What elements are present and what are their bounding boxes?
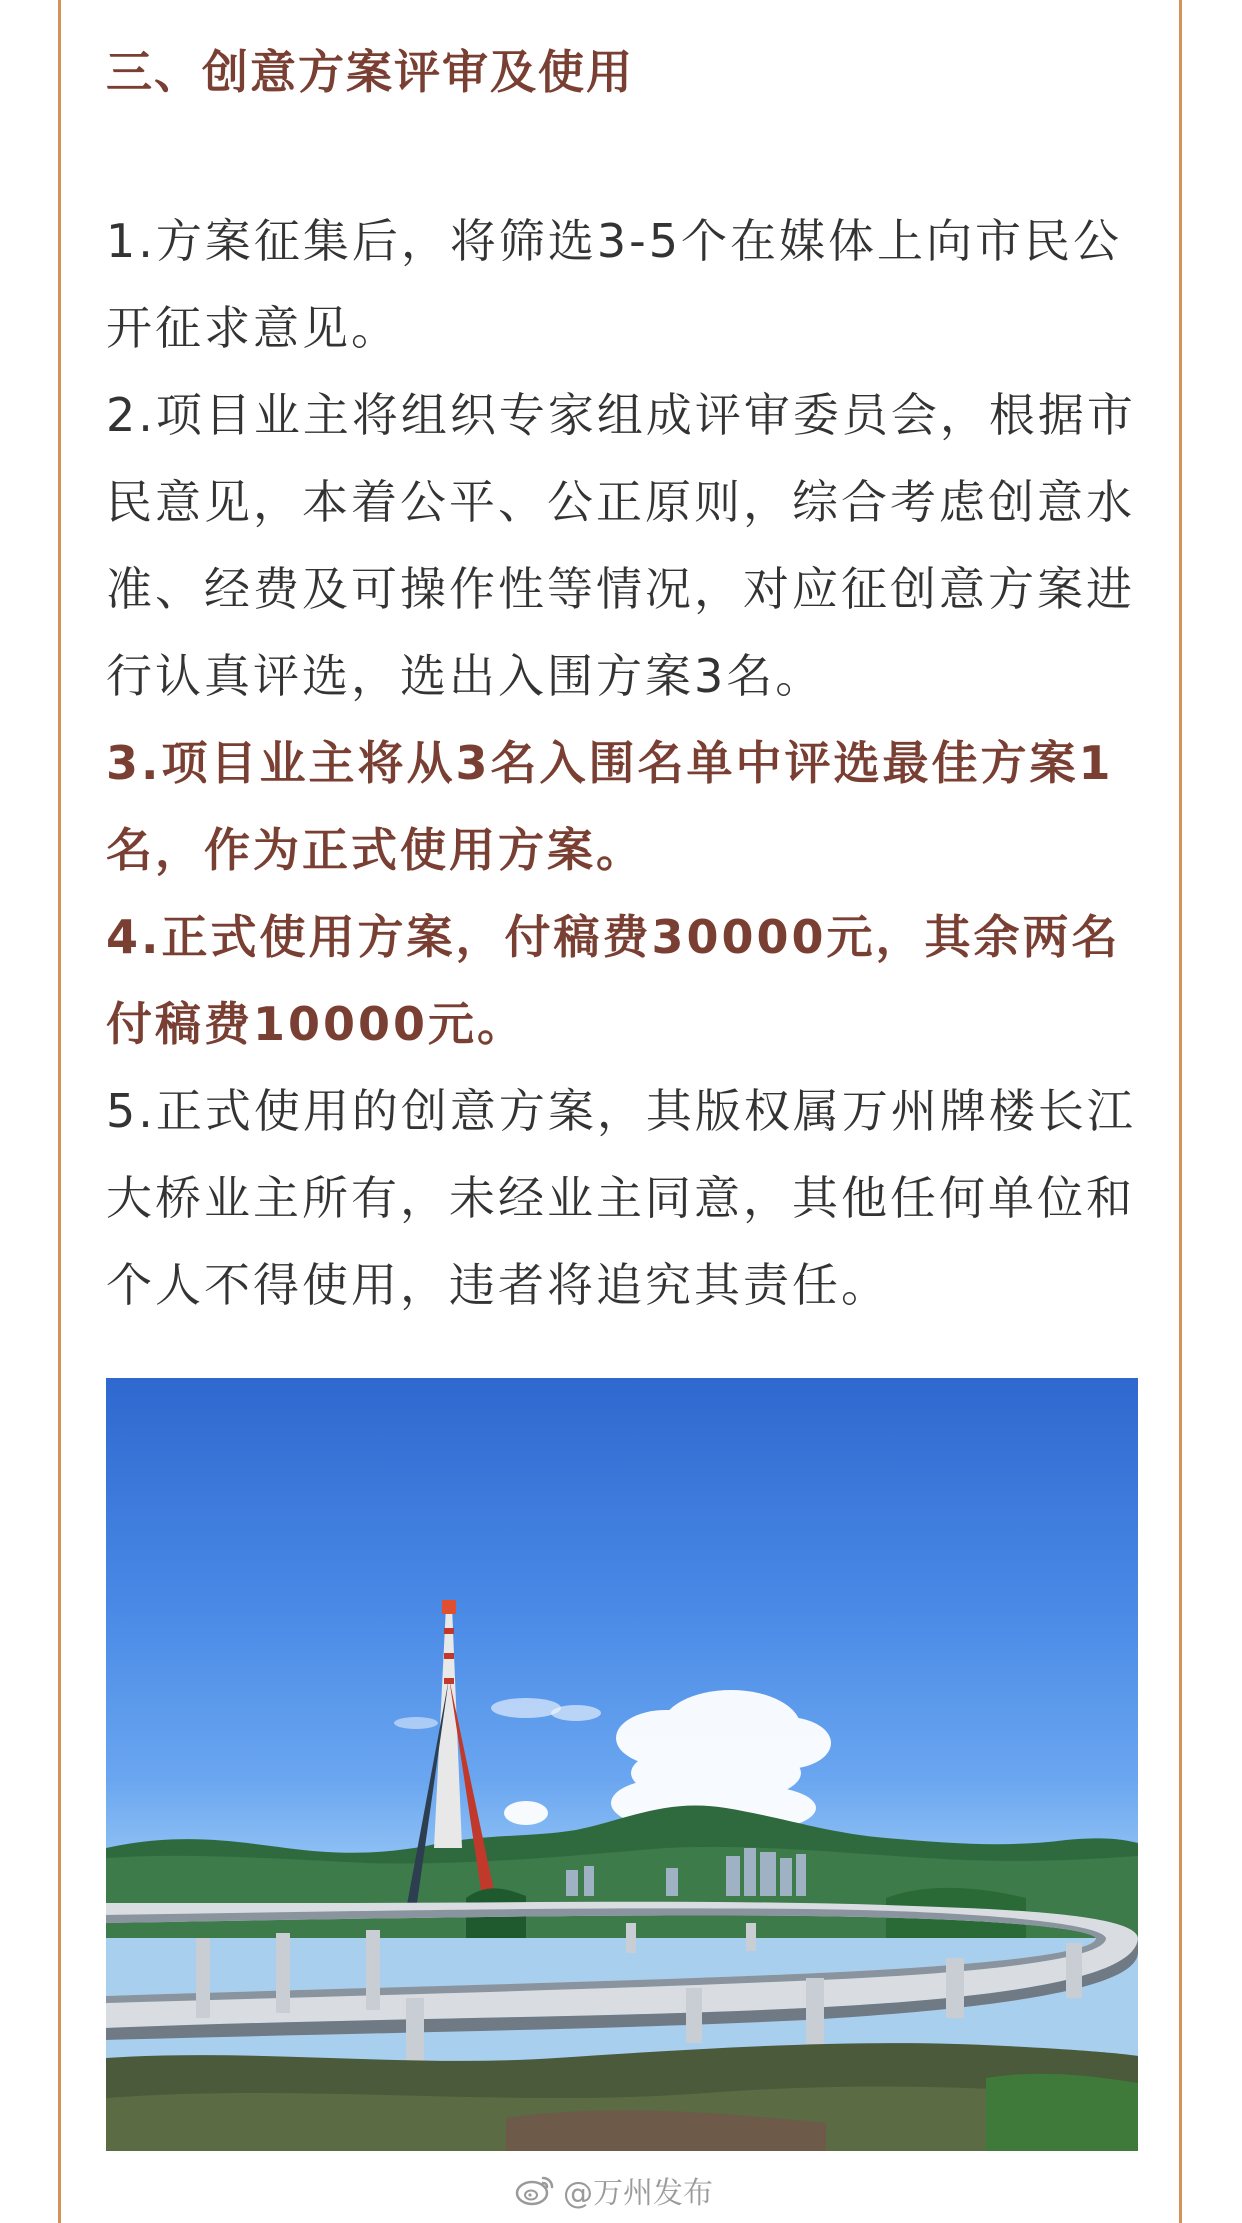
- paragraph-3-highlight: 3.项目业主将从3名入围名单中评选最佳方案1名，作为正式使用方案。: [106, 736, 1114, 877]
- paragraph-5: 5.正式使用的创意方案，其版权属万州牌楼长江大桥业主所有，未经业主同意，其他任何单位和个人不得使用，违者将追究其责任。: [106, 1084, 1136, 1312]
- section-title: 三、创意方案评审及使用: [106, 45, 634, 99]
- paragraph-2: 2.项目业主将组织专家组成评审委员会，根据市民意见，本着公平、公正原则，综合考虑创意水准、经费及可操作性等情况，对应征创意方案进行认真评选，选出入围方案3名。: [106, 388, 1136, 703]
- bridge-photo-illustration: [106, 1378, 1138, 2151]
- weibo-icon: [515, 2174, 555, 2206]
- paragraph-4-highlight: 4.正式使用方案，付稿费30000元，其余两名付稿费10000元。: [106, 910, 1121, 1051]
- watermark-text: @万州发布: [563, 2176, 713, 2211]
- bridge-photo[interactable]: [106, 1378, 1138, 2151]
- article-body: [106, 198, 1140, 1329]
- weibo-watermark: [515, 2170, 713, 2210]
- paragraph-1: 1.方案征集后，将筛选3-5个在媒体上向市民公开征求意见。: [106, 214, 1123, 355]
